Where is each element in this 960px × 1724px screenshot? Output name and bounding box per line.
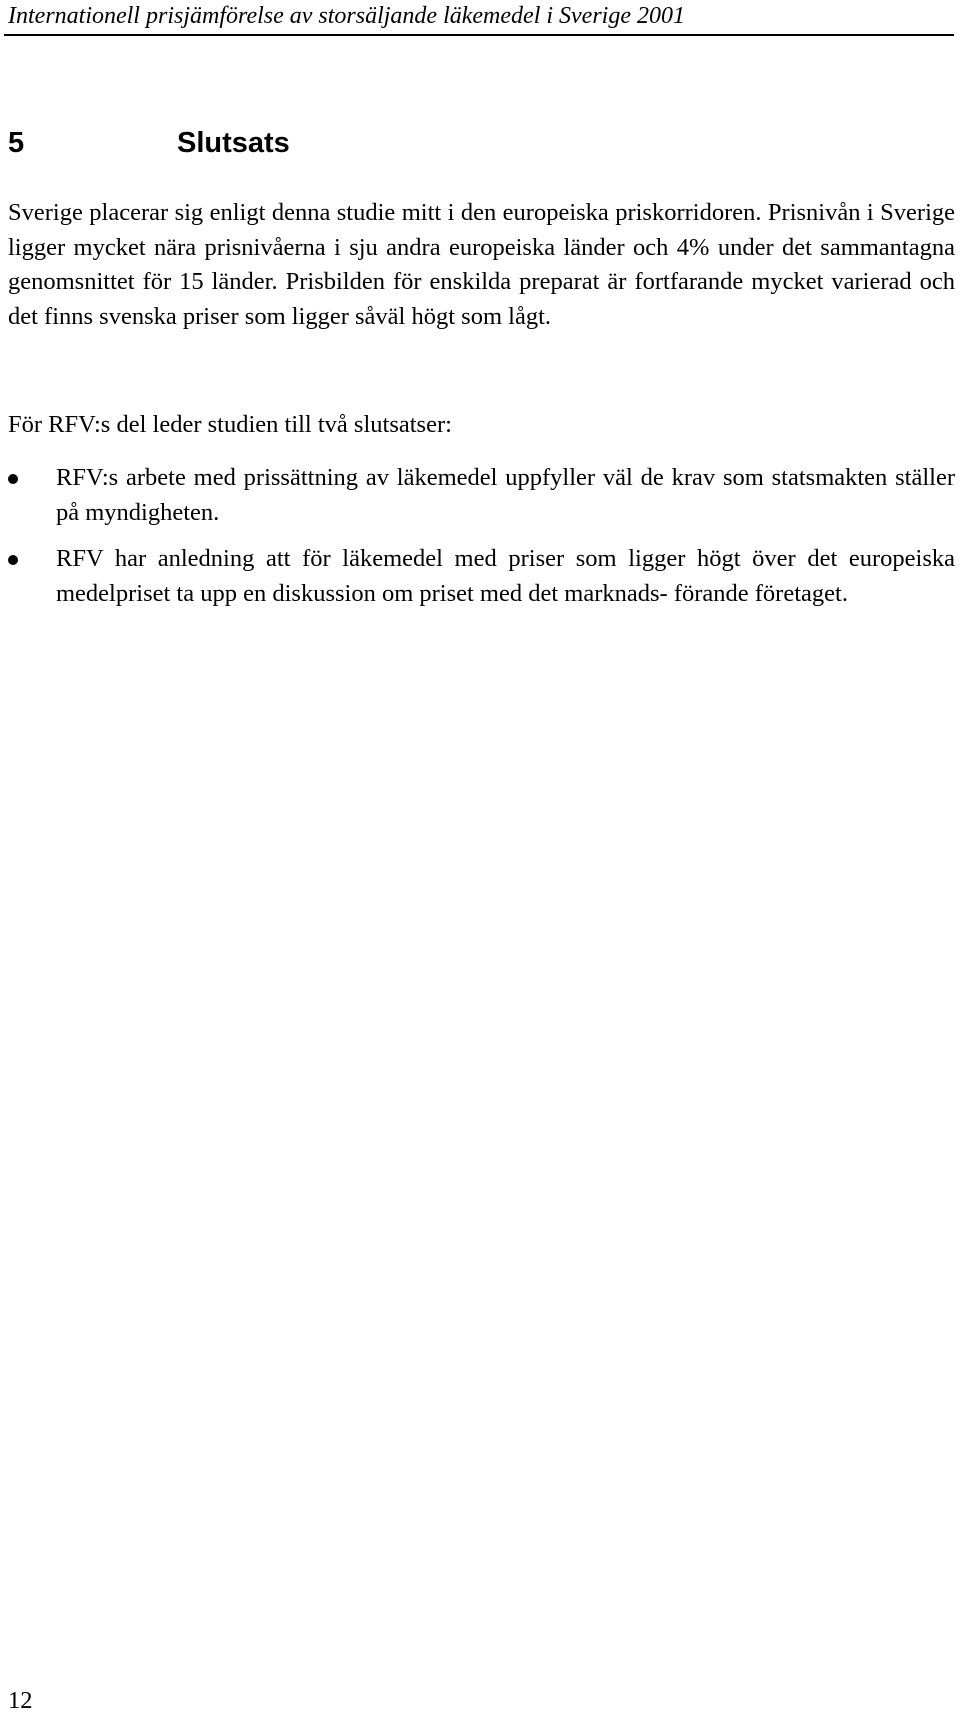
- list-item: [8, 542, 955, 611]
- bullet-icon: [8, 474, 18, 484]
- paragraph-conclusions-intro: För RFV:s del leder studien till två slutsatser:: [8, 411, 452, 438]
- bullet-icon: [8, 555, 18, 565]
- conclusions-list: [8, 461, 955, 624]
- list-item: [8, 461, 955, 530]
- list-item-text: RFV:s arbete med prissättning av läkemedel uppfyller väl de krav som statsmakten ställer på myndigheten.: [56, 464, 955, 526]
- paragraph-summary: Sverige placerar sig enligt denna studie mitt i den europeiska priskorridoren. Prisnivån i Sverige ligger mycket nära prisnivåerna i sju andra europeiska länder och 4% under det sammantagna genomsnittet för 15 länder. Prisbilden för enskilda preparat är fortfarande mycket varierad och det finns svenska priser som ligger såväl högt som lågt.: [8, 199, 955, 331]
- section-number: 5: [8, 127, 25, 159]
- page-number: 12: [8, 1687, 33, 1714]
- header-title: Internationell prisjämförelse av storsäljande läkemedel i Sverige 2001: [8, 3, 685, 29]
- section-title: Slutsats: [177, 127, 290, 159]
- running-header: [4, 0, 954, 36]
- section-heading: [8, 125, 290, 161]
- list-item-text: RFV har anledning att för läkemedel med priser som ligger högt över det europeiska medelpriset ta upp en diskussion om priset med det marknads- förande företaget.: [56, 545, 955, 608]
